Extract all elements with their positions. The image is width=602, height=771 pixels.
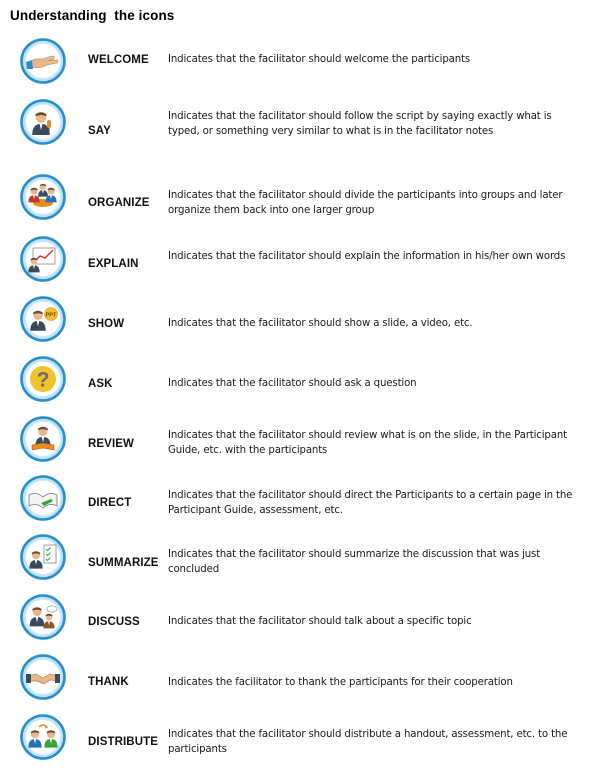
legend-label: DISCUSS [88, 616, 140, 628]
legend-label: SHOW [88, 318, 125, 330]
legend-label: THANK [88, 676, 129, 688]
question-glyph: ? [36, 368, 50, 392]
ppt-slide-icon [20, 296, 66, 342]
ppt-badge-text: PPT [45, 312, 57, 319]
discussion-people-icon [20, 594, 66, 640]
legend-description: Indicates that the facilitator should direct the Participants to a certain page in the Participant Guide, assessment, etc. [168, 490, 573, 517]
legend-label: WELCOME [88, 54, 149, 66]
legend-label: DIRECT [88, 497, 132, 509]
reading-book-icon [20, 416, 66, 462]
legend-description: Indicates that the facilitator should follow the script by saying exactly what is typed, or something very similar to what is in the facilitator notes [168, 111, 552, 138]
legend-label: ORGANIZE [88, 197, 150, 209]
handshake-icon [20, 654, 66, 700]
legend-description: Indicates that the facilitator should ask a question [168, 378, 417, 389]
legend-description: Indicates that the facilitator should review what is on the slide, in the Participant Guide, etc. with the participants [168, 430, 567, 457]
legend-label: REVIEW [88, 438, 134, 450]
legend-label: SUMMARIZE [88, 557, 159, 569]
chart-presentation-icon [20, 236, 66, 282]
checklist-icon [20, 534, 66, 580]
legend-description: Indicates that the facilitator should talk about a specific topic [168, 616, 472, 627]
legend-description: Indicates that the facilitator should distribute a handout, assessment, etc. to the participants [168, 729, 568, 756]
legend-label: ASK [88, 378, 113, 390]
legend-label: DISTRIBUTE [88, 736, 158, 748]
page-title: Understanding the icons [10, 8, 175, 23]
open-book-pointer-icon [20, 475, 66, 521]
legend-description: Indicates that the facilitator should explain the information in his/her own words [168, 251, 566, 262]
legend-description: Indicates the facilitator to thank the participants for their cooperation [168, 677, 513, 688]
legend-description: Indicates that the facilitator should divide the participants into groups and later organize them back into one larger group [168, 190, 563, 217]
group-meeting-icon [20, 174, 66, 220]
speaker-microphone-icon [20, 99, 66, 145]
legend-description: Indicates that the facilitator should welcome the participants [168, 54, 471, 65]
question-mark-icon [20, 356, 66, 402]
legend-label: SAY [88, 125, 111, 137]
legend-description: Indicates that the facilitator should show a slide, a video, etc. [168, 318, 473, 329]
legend-label: EXPLAIN [88, 258, 139, 270]
people-exchange-icon [20, 714, 66, 760]
legend-description: Indicates that the facilitator should summarize the discussion that was just concluded [168, 549, 541, 576]
